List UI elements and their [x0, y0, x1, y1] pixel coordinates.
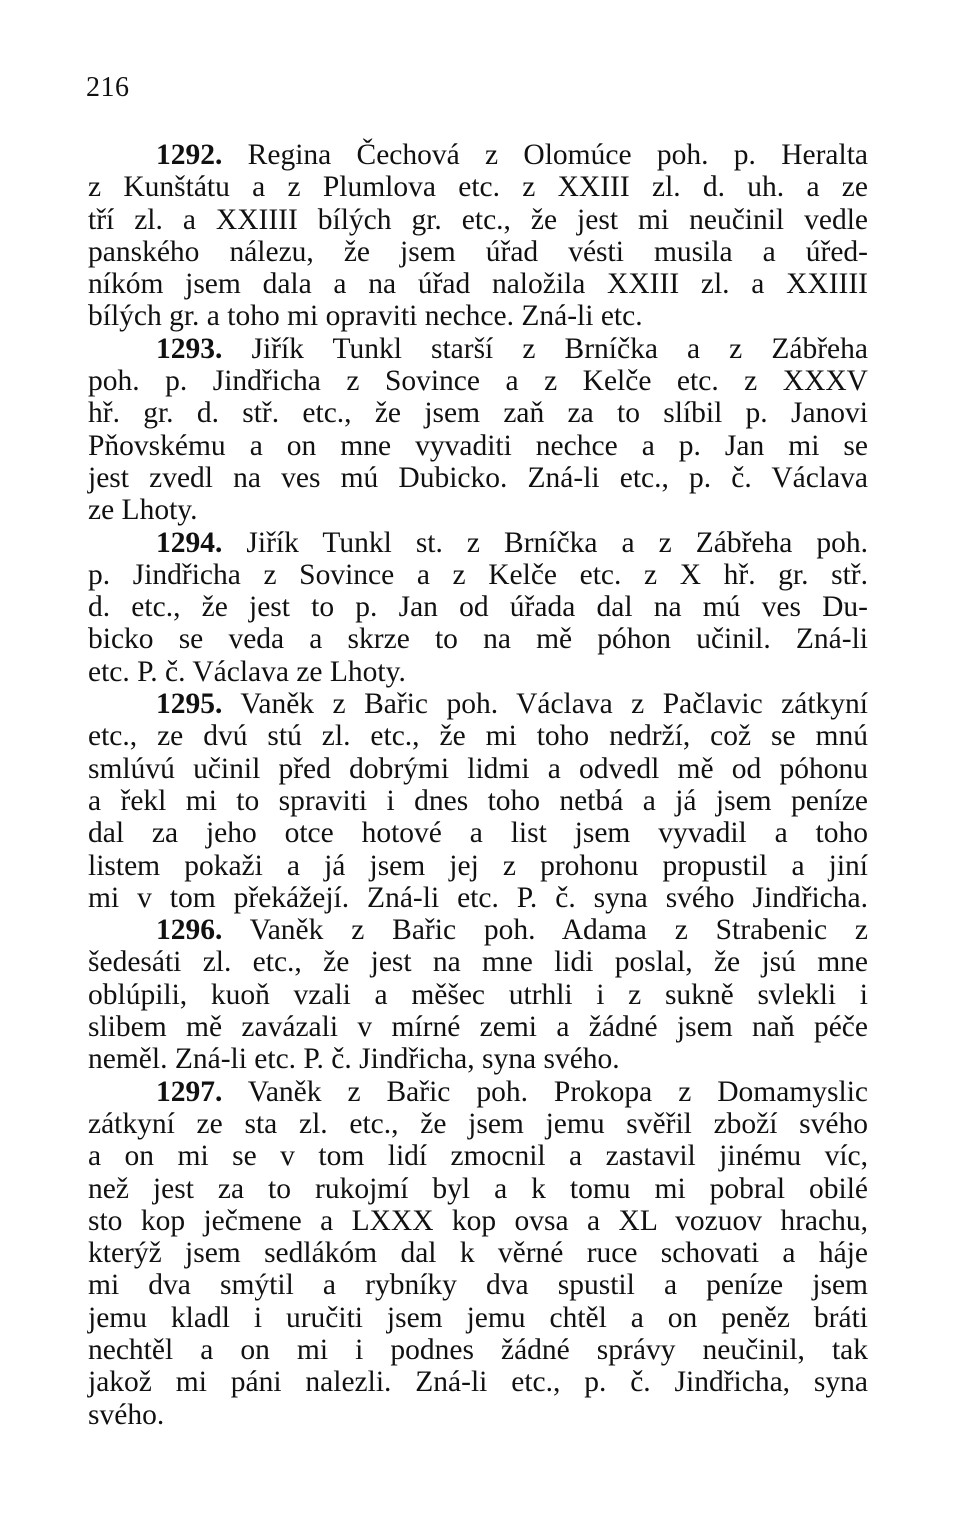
- line-text: neměl. Zná-li etc. P. č. Jindřicha, syna svého.: [88, 1043, 620, 1076]
- entry-number: 1292.: [156, 139, 223, 171]
- entry-number: 1297.: [156, 1075, 223, 1108]
- text-line: [88, 623, 868, 655]
- page-number: 216: [86, 72, 130, 103]
- line-text: smlúvú učinil před dobrými lidmi a odvedl mě od póhonu: [88, 752, 868, 785]
- line-text: mi v tom překážejí. Zná-li etc. P. č. syna svého Jindřicha.: [88, 881, 868, 914]
- entry-first-line: [88, 914, 868, 946]
- text-line: [88, 785, 868, 817]
- text-line: [88, 365, 868, 397]
- line-text: hř. gr. d. stř. etc., že jsem zaň za to slíbil p. Janovi: [88, 397, 868, 430]
- text-line: [88, 817, 868, 849]
- text-line: [88, 979, 868, 1011]
- text-line: [88, 1011, 868, 1043]
- entry-first-line: [88, 1076, 868, 1108]
- text-line: [88, 397, 868, 429]
- line-text: Vaněk z Bařic poh. Prokopa z Domamyslic: [222, 1075, 868, 1108]
- line-text: p. Jindřicha z Sovince a z Kelče etc. z X hř. gr. stř.: [88, 558, 868, 591]
- text-line: [88, 268, 868, 300]
- text-line: [88, 1334, 868, 1366]
- entry-first-line: [88, 688, 868, 720]
- text-line: [88, 946, 868, 978]
- line-text: než jest za to rukojmí byl a k tomu mi pobral obilé: [88, 1172, 868, 1205]
- text-line: [88, 720, 868, 752]
- line-text: svého.: [88, 1398, 165, 1431]
- line-text: Vaněk z Bařic poh. Adama z Strabenic z: [222, 914, 868, 947]
- text-line: [88, 430, 868, 462]
- line-text: níkóm jsem dala a na úřad naložila XXIII zl. a XXIIII: [88, 268, 868, 301]
- text-line: [88, 591, 868, 623]
- line-text: mi dva smýtil a rybníky dva spustil a peníze jsem: [88, 1269, 868, 1302]
- text-line: [88, 236, 868, 268]
- line-text: Vaněk z Bařic poh. Václava z Pačlavic zátkyní: [222, 688, 868, 721]
- entry-first-line: [88, 139, 868, 171]
- text-line: [88, 1237, 868, 1269]
- text-line: [88, 204, 868, 236]
- line-text: bicko se veda a skrze to na mě póhon učinil. Zná-li: [88, 623, 868, 656]
- line-text: etc. P. č. Václava ze Lhoty.: [88, 655, 406, 688]
- body-text: [88, 139, 868, 1431]
- text-line: [88, 1302, 868, 1334]
- entry-first-line: [88, 527, 868, 559]
- text-line: [88, 1043, 868, 1075]
- line-text: a řekl mi to spraviti i dnes toho netbá a já jsem peníze: [88, 784, 868, 817]
- text-line: [88, 300, 868, 332]
- entry-number: 1294.: [156, 526, 223, 559]
- text-line: [88, 559, 868, 591]
- line-text: listem pokaži a já jsem jej z prohonu propustil a jiní: [88, 849, 868, 882]
- line-text: panského nálezu, že jsem úřad vésti musila a úřed-: [88, 235, 868, 268]
- text-line: [88, 1269, 868, 1301]
- line-text: sto kop ječmene a LXXX kop ovsa a XL vozuov hrachu,: [88, 1204, 868, 1237]
- entry-number: 1296.: [156, 914, 223, 947]
- line-text: z Kunštátu a z Plumlova etc. z XXIII zl. d. uh. a ze: [88, 171, 868, 204]
- text-line: [88, 850, 868, 882]
- line-text: oblúpili, kuoň vzali a měšec utrhli i z sukně svlekli i: [88, 978, 868, 1011]
- line-text: jakož mi páni nalezli. Zná-li etc., p. č. Jindřicha, syna: [88, 1366, 868, 1399]
- text-line: [88, 494, 868, 526]
- text-line: [88, 656, 868, 688]
- text-line: [88, 1108, 868, 1140]
- text-line: [88, 753, 868, 785]
- entry-first-line: [88, 333, 868, 365]
- entry-number: 1293.: [156, 332, 223, 365]
- text-line: [88, 882, 868, 914]
- line-text: poh. p. Jindřicha z Sovince a z Kelče etc. z XXXV: [88, 365, 868, 398]
- text-line: [88, 1399, 868, 1431]
- line-text: Pňovskému a on mne vyvaditi nechce a p. Jan mi se: [88, 429, 868, 462]
- line-text: jemu kladl i uručiti jsem jemu chtěl a on peněz bráti: [88, 1301, 868, 1334]
- text-line: [88, 1140, 868, 1172]
- line-text: zátkyní ze sta zl. etc., že jsem jemu svěřil zboží svého: [88, 1107, 868, 1140]
- line-text: d. etc., že jest to p. Jan od úřada dal na mú ves Du-: [88, 591, 868, 624]
- line-text: Jiřík Tunkl st. z Brníčka a z Zábřeha poh.: [222, 526, 868, 559]
- line-text: kterýž jsem sedlákóm dal k věrné ruce schovati a háje: [88, 1237, 868, 1270]
- line-text: dal za jeho otce hotové a list jsem vyvadil a toho: [88, 817, 868, 850]
- text-line: [88, 1205, 868, 1237]
- line-text: etc., ze dvú stú zl. etc., že mi toho nedrží, což se mnú: [88, 720, 868, 753]
- line-text: nechtěl a on mi i podnes žádné správy neučinil, tak: [88, 1333, 868, 1366]
- entry-number: 1295.: [156, 688, 223, 721]
- line-text: a on mi se v tom lidí zmocnil a zastavil jinému víc,: [88, 1140, 868, 1173]
- line-text: šedesáti zl. etc., že jest na mne lidi poslal, že jsú mne: [88, 946, 868, 979]
- line-text: jest zvedl na ves mú Dubicko. Zná-li etc., p. č. Václava: [88, 461, 868, 494]
- text-line: [88, 1173, 868, 1205]
- line-text: Regina Čechová z Olomúce poh. p. Heralta: [222, 139, 868, 171]
- line-text: slibem mě zavázali v mírné zemi a žádné jsem naň péče: [88, 1011, 868, 1044]
- line-text: bílých gr. a toho mi opraviti nechce. Zná-li etc.: [88, 300, 643, 333]
- text-line: [88, 171, 868, 203]
- line-text: Jiřík Tunkl starší z Brníčka a z Zábřeha: [222, 332, 868, 365]
- text-line: [88, 1366, 868, 1398]
- line-text: tří zl. a XXIIII bílých gr. etc., že jest mi neučinil vedle: [88, 203, 868, 236]
- line-text: ze Lhoty.: [88, 494, 198, 527]
- text-line: [88, 462, 868, 494]
